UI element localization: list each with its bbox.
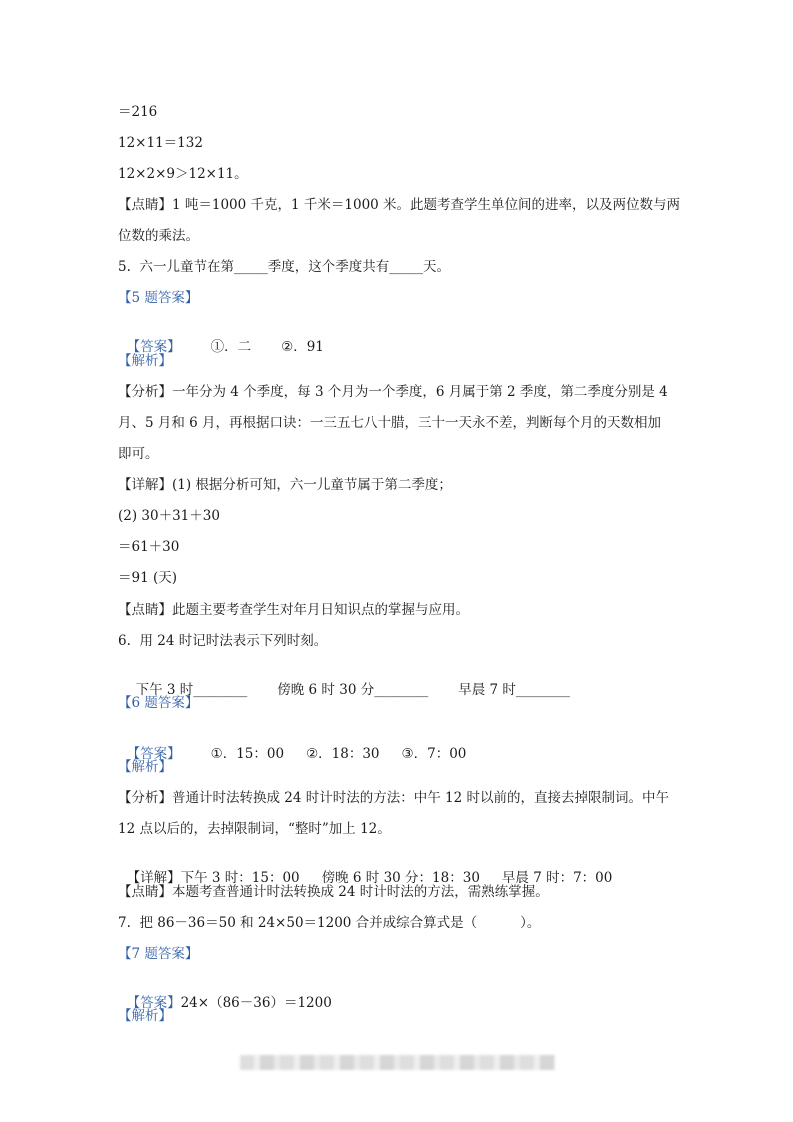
blurred-footer-watermark [240,1055,555,1070]
answer-heading-6: 【6 题答案】 [118,695,199,711]
question-6: 6. 用 24 时记时法表示下列时刻。 [118,633,328,649]
answer-item: ①．二 [210,339,252,355]
text-line: 即可。 [118,446,159,462]
analysis-heading: 【解析】 [118,1008,172,1024]
question-item: 下午 3 时________ [135,682,248,698]
answer-item: 24×（86－36）＝1200 [180,995,332,1011]
detail-item: 早晨 7 时：7：00 [501,870,613,886]
answer-item: ③．7：00 [401,746,467,762]
text-line: 12×2×9＞12×11。 [118,166,248,182]
question-7: 7. 把 86－36＝50 和 24×50＝1200 合并成综合算式是（ ）。 [118,915,541,931]
text-line: ＝91 (天) [118,570,178,586]
text-line: 【分析】普通计时法转换成 24 时计时法的方法：中午 12 时以前的，直接去掉限制词。中午 [118,790,670,806]
text-line: 12 点以后的，去掉限制词，“整时”加上 12。 [118,821,391,837]
analysis-heading: 【解析】 [118,353,172,369]
text-line: (2) 30＋31＋30 [118,508,220,524]
text-line: ＝216 [118,104,158,120]
detail-item: 【详解】下午 3 时：15：00 [126,870,300,886]
text-line: 【分析】一年分为 4 个季度，每 3 个月为一个季度，6 月属于第 2 季度，第二季度分别是 4 [118,384,668,400]
question-item: 早晨 7 时________ [458,682,570,698]
answer-item: ①．15：00 [210,746,285,762]
text-line [118,851,612,887]
answer-label: 【答案】 [126,746,181,762]
answer-heading-7: 【7 题答案】 [118,946,199,962]
text-line: 12×11＝132 [118,135,203,151]
analysis-heading: 【解析】 [118,759,172,775]
question-5: 5. 六一儿童节在第_____季度，这个季度共有_____天。 [118,259,450,275]
text-line: 位数的乘法。 [118,228,199,244]
answer-label: 【答案】 [126,995,181,1011]
text-line: 【点睛】本题考查普通计时法转换成 24 时计时法的方法，需熟练掌握。 [118,884,549,900]
text-line: 【点睛】此题主要考查学生对年月日知识点的掌握与应用。 [118,602,469,618]
text-line: 月、5 月和 6 月，再根据口诀：一三五七八十腊，三十一天永不差，判断每个月的天数相加 [118,415,662,431]
text-line: 【详解】(1) 根据分析可知，六一儿童节属于第二季度； [118,477,452,493]
answer-label: 【答案】 [126,339,181,355]
text-line: 【点睛】1 吨＝1000 千克，1 千米＝1000 米。此题考查学生单位间的进率，以及两位数与两 [118,197,681,213]
answer-item: ②．91 [281,339,324,355]
answer-heading-5: 【5 题答案】 [118,290,199,306]
question-item: 傍晚 6 时 30 分________ [277,682,429,698]
detail-item: 傍晚 6 时 30 分：18：30 [321,870,480,886]
answer-item: ②．18：30 [306,746,380,762]
answer-5 [118,320,324,356]
text-line: ＝61＋30 [118,539,180,555]
